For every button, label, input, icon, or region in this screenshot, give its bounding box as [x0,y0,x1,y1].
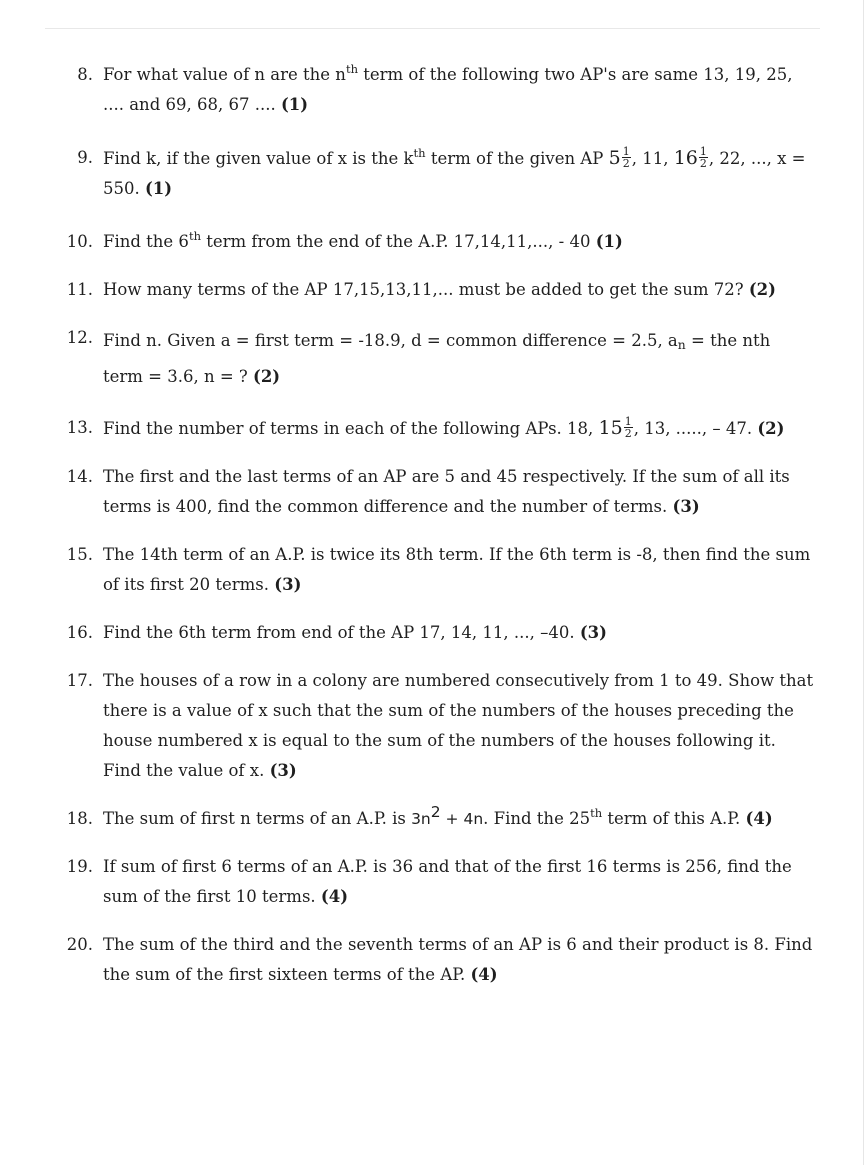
question-text: Find the number of terms in each of the following APs. 18, 15 $\frac{1}{2}$ , 13, ....., – 47. (2) [103,415,785,440]
fraction: $\frac{1}{2}$ [624,415,632,440]
question-12 [0,323,864,395]
question-number: 9. [77,148,93,167]
question-number: 18. [66,809,93,828]
question-text: The 14th term of an A.P. is twice its 8th term. If the 6th term is -8, then find the sum of its first 20 terms. (3) [103,545,811,594]
question-number: 8. [77,65,93,84]
marks-label: (1) [595,232,623,251]
question-number: 12. [66,328,93,347]
question-15 [0,540,864,600]
top-divider [45,28,820,29]
marks-label: (4) [745,809,773,828]
question-number: 13. [66,418,93,437]
marks-label: (2) [253,367,281,386]
question-number: 14. [66,467,93,486]
question-11 [0,275,864,305]
question-text: Find the 6th term from end of the AP 17, 14, 11, ..., –40. (3) [103,623,607,642]
question-text: Find the 6th term from the end of the A.P. 17,14,11,..., - 40 (1) [103,229,623,251]
question-text: The sum of the third and the seventh terms of an AP is 6 and their product is 8. Find the sum of the first sixteen terms of the AP. (4) [103,935,813,984]
marks-label: (1) [144,179,173,198]
question-20 [0,930,864,990]
question-text: For what value of n are the $n^{th}$ term of the following two AP's are same 13, 19, 25, .... and 69, 68, 67 .... (1) [103,62,793,114]
question-number: 19. [66,857,93,876]
question-19 [0,852,864,912]
question-text: The first and the last terms of an AP are 5 and 45 respectively. If the sum of all its terms is 400, find the common difference and the number of terms. (3) [103,467,790,516]
question-text: The sum of first n terms of an A.P. is $3n^2 + 4n$. Find the 25th term of this A.P. (4) [103,803,773,828]
question-13 [0,413,864,444]
marks-label: (3) [672,497,700,516]
question-text: The houses of a row in a colony are numbered consecutively from 1 to 49. Show that there is a value of x such that the sum of the numbers of the houses preceding the house numbered x is equal to the sum of the numbers of the houses following it. Find the value of x. (3) [103,671,814,780]
marks-label: (3) [274,575,302,594]
question-number: 20. [66,935,93,954]
question-number: 10. [66,232,93,251]
question-10 [0,227,864,257]
question-text: Find k, if the given value of x is the $k^{th}$ term of the given AP 5 $\frac{1}{2}$ , 11, 16 $\frac{1}{2}$ , 22, ..., x = 550. (1) [103,145,806,198]
question-list [0,60,864,1008]
question-8 [0,60,864,120]
marks-label: (1) [280,95,309,114]
question-16 [0,618,864,648]
marks-label: (3) [579,623,607,642]
question-14 [0,462,864,522]
marks-label: (2) [748,280,776,299]
question-text: If sum of first 6 terms of an A.P. is 36 and that of the first 16 terms is 256, find the sum of the first 10 terms. (4) [103,857,792,906]
marks-label: (3) [269,761,297,780]
question-number: 17. [66,671,93,690]
fraction: $\frac{1}{2}$ [622,145,630,170]
marks-label: (2) [757,419,785,438]
question-number: 11. [66,280,93,299]
question-number: 16. [66,623,93,642]
question-text: Find n. Given a = first term = -18.9, d = common difference = 2.5, $a_n$ = the nth term = 3.6, n = ? (2) [103,331,771,386]
question-9 [0,143,864,204]
question-17 [0,666,864,786]
marks-label: (4) [320,887,349,906]
fraction: $\frac{1}{2}$ [699,145,707,170]
marks-label: (4) [470,965,498,984]
question-number: 15. [66,545,93,564]
question-18 [0,804,864,834]
question-text: How many terms of the AP 17,15,13,11,... must be added to get the sum 72? (2) [103,280,776,299]
